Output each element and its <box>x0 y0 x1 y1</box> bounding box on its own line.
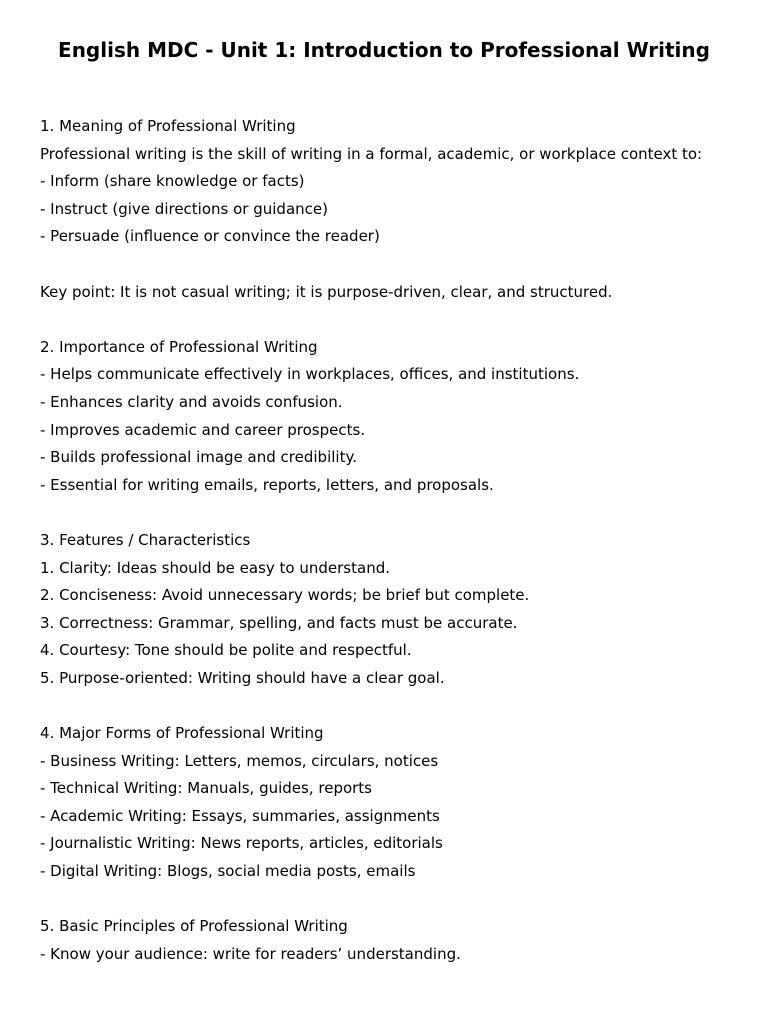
list-item: - Business Writing: Letters, memos, circulars, notices <box>40 751 439 770</box>
paragraph-line: Professional writing is the skill of writing in a formal, academic, or workplace context to: <box>40 144 703 163</box>
list-item: - Instruct (give directions or guidance) <box>40 199 328 218</box>
section-meaning <box>40 113 755 251</box>
section-key-point <box>40 279 755 307</box>
list-item: - Essential for writing emails, reports, letters, and proposals. <box>40 475 494 494</box>
list-item: 3. Correctness: Grammar, spelling, and facts must be accurate. <box>40 613 518 632</box>
list-item: 2. Conciseness: Avoid unnecessary words; be brief but complete. <box>40 586 530 605</box>
blank-line <box>40 306 755 334</box>
section-features <box>40 527 755 693</box>
key-point-line: Key point: It is not casual writing; it is purpose-driven, clear, and structured. <box>40 282 613 301</box>
document-body <box>40 113 755 968</box>
list-item: - Persuade (influence or convince the reader) <box>40 227 380 246</box>
section-heading: 5. Basic Principles of Professional Writing <box>40 917 348 936</box>
blank-line <box>40 499 755 527</box>
document-title: English MDC - Unit 1: Introduction to Professional Writing <box>58 38 710 62</box>
list-item: - Helps communicate effectively in workplaces, offices, and institutions. <box>40 365 580 384</box>
list-item: 4. Courtesy: Tone should be polite and respectful. <box>40 641 412 660</box>
list-item: - Technical Writing: Manuals, guides, reports <box>40 779 372 798</box>
blank-line <box>40 251 755 279</box>
list-item: 5. Purpose-oriented: Writing should have a clear goal. <box>40 668 445 687</box>
blank-line <box>40 692 755 720</box>
list-item: - Inform (share knowledge or facts) <box>40 172 305 191</box>
section-heading: 2. Importance of Professional Writing <box>40 337 318 356</box>
list-item: - Enhances clarity and avoids confusion. <box>40 392 343 411</box>
list-item: - Digital Writing: Blogs, social media posts, emails <box>40 862 416 881</box>
section-heading: 3. Features / Characteristics <box>40 530 251 549</box>
list-item: 1. Clarity: Ideas should be easy to understand. <box>40 558 390 577</box>
section-heading: 1. Meaning of Professional Writing <box>40 117 296 135</box>
list-item: - Builds professional image and credibility. <box>40 448 357 467</box>
list-item: - Journalistic Writing: News reports, articles, editorials <box>40 834 443 853</box>
list-item: - Improves academic and career prospects. <box>40 420 366 439</box>
blank-line <box>40 886 755 914</box>
section-principles <box>40 913 755 968</box>
section-importance <box>40 334 755 500</box>
list-item: - Academic Writing: Essays, summaries, assignments <box>40 806 440 825</box>
list-item: - Know your audience: write for readers’ understanding. <box>40 944 461 963</box>
section-forms <box>40 720 755 886</box>
section-heading: 4. Major Forms of Professional Writing <box>40 724 324 743</box>
